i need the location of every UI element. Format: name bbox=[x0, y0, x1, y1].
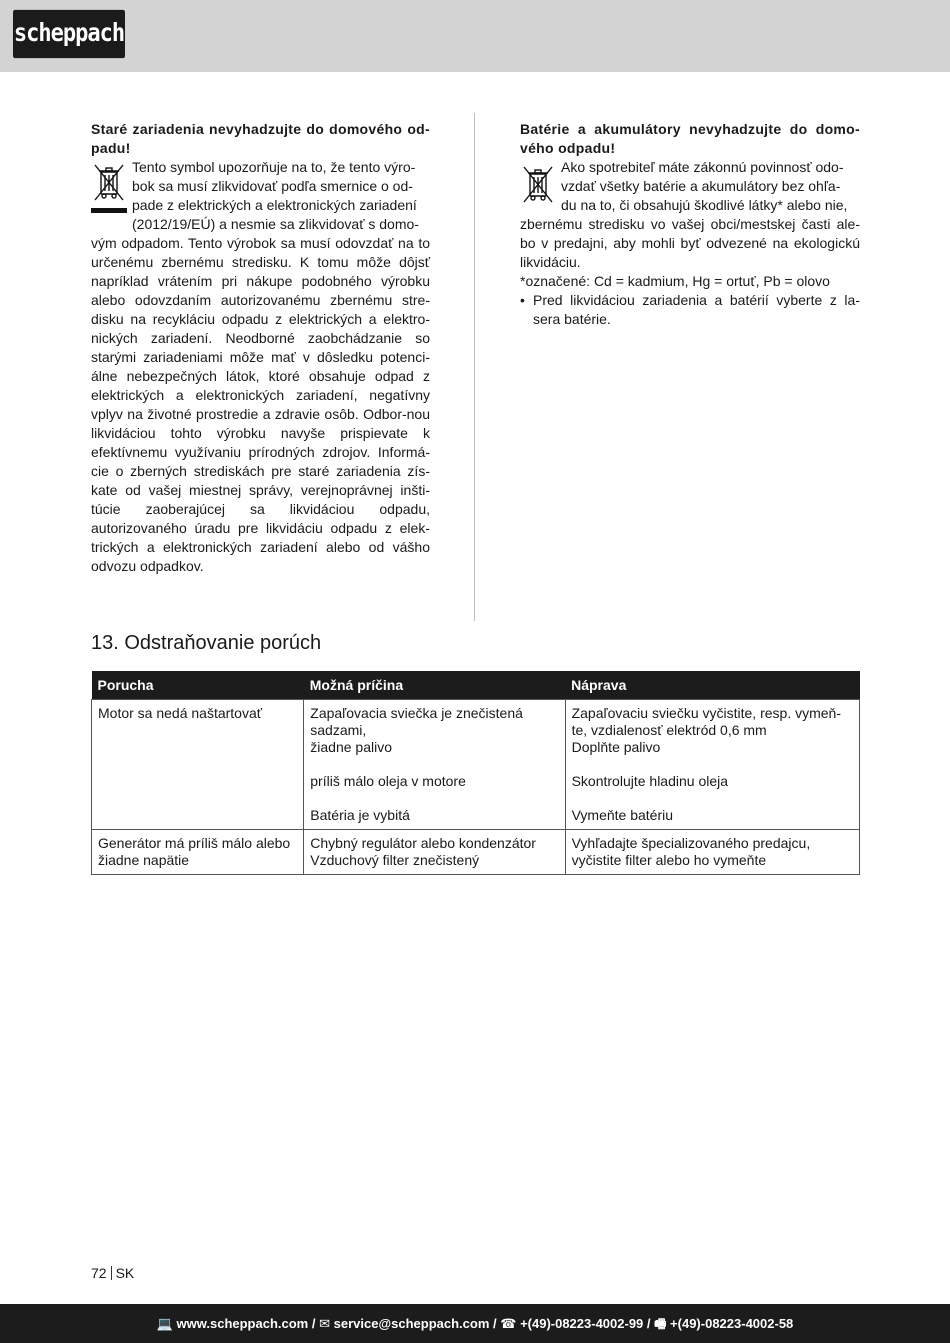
footer-fax: +(49)-08223-4002-58 bbox=[670, 1316, 794, 1331]
brand-logo: scheppach bbox=[13, 10, 125, 58]
cause-item: Batéria je vybitá bbox=[310, 807, 410, 823]
fax-icon: 🖷 bbox=[654, 1316, 667, 1331]
cause-item: žiadne palivo bbox=[310, 739, 392, 755]
crossed-bin-battery-icon bbox=[520, 164, 557, 204]
weee-section bbox=[91, 120, 430, 576]
bullet-dot: • bbox=[520, 292, 525, 308]
spacer bbox=[572, 756, 853, 773]
remedy-cell bbox=[565, 700, 859, 830]
weee-body: vým odpadom. Tento výrobok sa musí odovzdať na to určenému zbernému stredisku. K tomu môže dôjsť napríklad vrátením pri nákupe podobného výrobku alebo odovzdaním autorizovanému zbernému stre-disku na recykláciu odpadu z elektrických a elektro-nických zariadení. Neodborné zaobchádzanie so starými zariadeniami môže mať v dôsledku potenci-álne nebezpečných látok, ktoré obsahuje odpad z elektrických a elektronických zariadení, negatívny vplyv na životné prostredie a zdravie osôb. Odbor-nou likvidáciou tohto výrobku navyše prispievate k efektívnemu využívaniu prírodných zdrojov. Informá-cie o zberných strediskách pre staré zariadenia zís-kate od vašej miestnej správy, verejnoprávnej inšti-túcie zaoberajúcej sa likvidáciou odpadu, autorizovaného úradu pre likvidáciu odpadu z elek-trických a elektronických zariadení alebo od vášho odvozu odpadkov. bbox=[91, 235, 430, 574]
col-header-remedy: Náprava bbox=[565, 671, 859, 700]
battery-bullet-text: Pred likvidáciou zariadenia a batérií vyberte z la-sera batérie. bbox=[533, 292, 860, 327]
cause-item: Chybný regulátor alebo kondenzátor bbox=[310, 835, 536, 851]
weee-bar-marker bbox=[91, 208, 127, 213]
footer-bar: 💻 www.scheppach.com / ✉ service@scheppach.com / ☎ +(49)-08223-4002-99 / 🖷 +(49)-08223-4002-58 bbox=[0, 1304, 950, 1343]
col-header-fault: Porucha bbox=[92, 671, 304, 700]
section-title: 13. Odstraňovanie porúch bbox=[91, 632, 322, 654]
footer-website[interactable]: www.scheppach.com bbox=[176, 1316, 309, 1331]
cause-item: príliš málo oleja v motore bbox=[310, 773, 466, 789]
remedy-item: Zapaľovaciu sviečku vyčistite, resp. vymeň-te, vzdialenosť elektród 0,6 mm bbox=[571, 705, 841, 738]
battery-heading: Batérie a akumulátory nevyhadzujte do domo-vého odpadu! bbox=[520, 121, 860, 156]
remedy-item: Vyhľadajte špecializovaného predajcu, vyčistite filter alebo ho vymeňte bbox=[571, 835, 811, 868]
computer-icon: 💻 bbox=[156, 1316, 173, 1331]
crossed-bin-icon bbox=[91, 162, 128, 222]
spacer bbox=[310, 790, 558, 807]
remedy-item: Skontrolujte hladinu oleja bbox=[571, 773, 729, 789]
page-number bbox=[91, 1265, 134, 1281]
weee-line-4: (2012/19/EÚ) a nesmie sa zlikvidovať s domo- bbox=[132, 216, 419, 232]
page-number-value: 72 bbox=[91, 1265, 107, 1281]
weee-heading: Staré zariadenia nevyhadzujte do domového od-padu! bbox=[91, 121, 430, 156]
battery-line-3: du na to, či obsahujú škodlivé látky* alebo nie, bbox=[561, 197, 848, 213]
phone-icon: ☎ bbox=[500, 1316, 517, 1331]
weee-line-3: pade z elektrických a elektronických zariadení bbox=[132, 197, 417, 213]
column-divider bbox=[474, 113, 475, 621]
troubleshooting-table bbox=[91, 671, 860, 875]
cause-item: Vzduchový filter znečistený bbox=[310, 852, 480, 868]
weee-line-1: Tento symbol upozorňuje na to, že tento výro- bbox=[132, 159, 416, 175]
footer-phone: +(49)-08223-4002-99 bbox=[520, 1316, 644, 1331]
fault-cell: Motor sa nedá naštartovať bbox=[92, 700, 304, 830]
battery-line-1: Ako spotrebiteľ máte zákonnú povinnosť odo- bbox=[561, 159, 844, 175]
battery-line-2: vzdať všetky batérie a akumulátory bez ohľa- bbox=[561, 178, 841, 194]
page-language: SK bbox=[115, 1265, 135, 1281]
cause-cell bbox=[304, 830, 565, 875]
remedy-item: Vymeňte batériu bbox=[571, 807, 674, 823]
cause-cell bbox=[304, 700, 565, 830]
table-row bbox=[92, 700, 860, 830]
battery-body: zbernému stredisku vo vašej obci/mestskej časti ale-bo v predajni, aby mohli byť odvezené na ekologickú likvidáciu. bbox=[520, 216, 860, 270]
col-header-cause: Možná príčina bbox=[304, 671, 565, 700]
battery-note: *označené: Cd = kadmium, Hg = ortuť, Pb = olovo bbox=[520, 273, 830, 289]
table-header-row bbox=[92, 671, 860, 700]
cause-item: Zapaľovacia sviečka je znečistená sadzami, bbox=[310, 705, 523, 738]
page-separator bbox=[111, 1266, 112, 1280]
mail-icon: ✉ bbox=[319, 1316, 330, 1331]
spacer bbox=[572, 790, 853, 807]
battery-bullet bbox=[520, 291, 860, 329]
weee-line-2: bok sa musí zlikvidovať podľa smernice o od- bbox=[132, 178, 413, 194]
table-row bbox=[92, 830, 860, 875]
remedy-item: Doplňte palivo bbox=[571, 739, 661, 755]
battery-section bbox=[520, 120, 860, 329]
fault-cell: Generátor má príliš málo alebo žiadne napätie bbox=[92, 830, 304, 875]
footer-email[interactable]: service@scheppach.com bbox=[333, 1316, 490, 1331]
header-bar bbox=[0, 0, 950, 72]
spacer bbox=[310, 756, 558, 773]
remedy-cell bbox=[565, 830, 859, 875]
